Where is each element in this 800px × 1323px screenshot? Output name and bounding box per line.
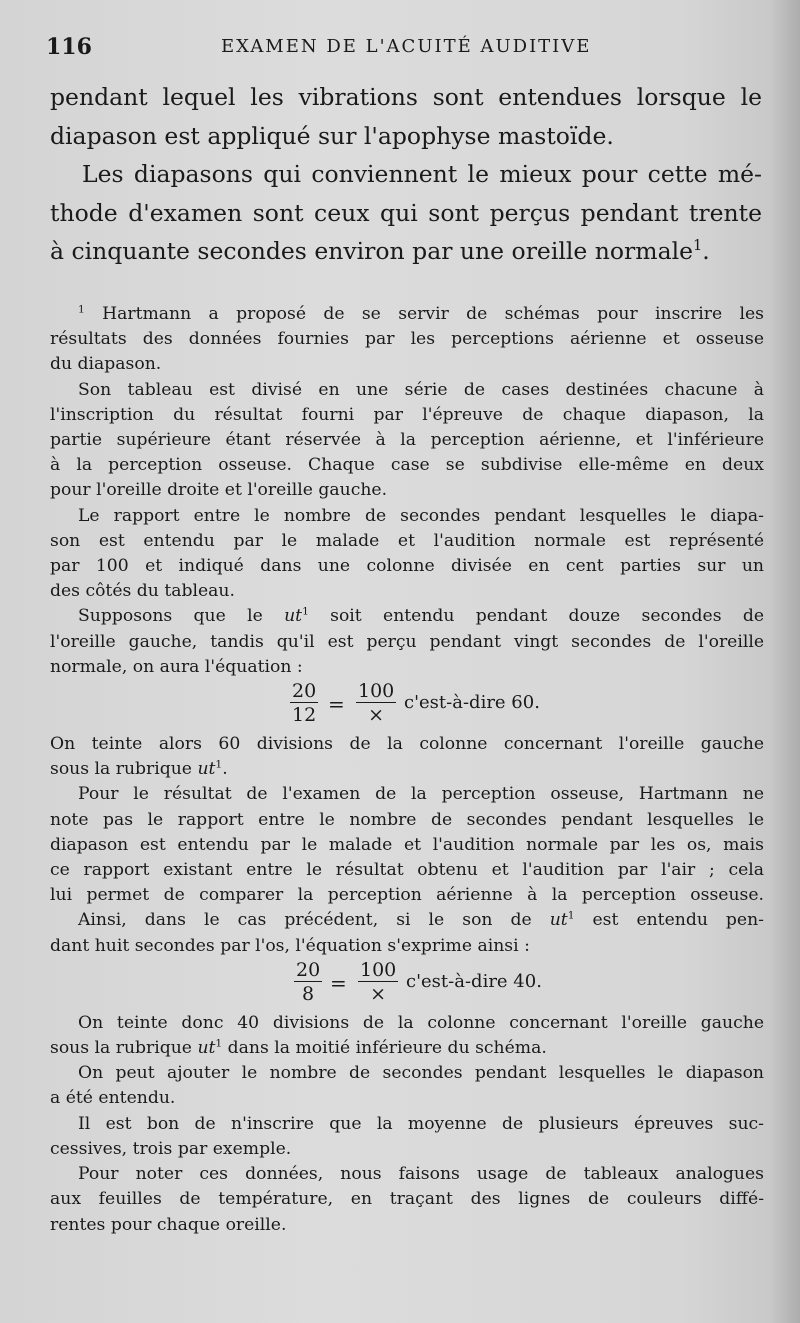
- text-line: l'inscription du résultat fourni par l'épreuve de chaque diapason, la: [50, 404, 764, 425]
- musical-note: ut: [284, 606, 303, 627]
- text-line: [50, 908, 764, 933]
- footnote-reference: 1: [693, 237, 703, 255]
- text-line: pendant lequel les vibrations sont entendues lorsque le: [50, 83, 762, 111]
- text-line: a été entendu.: [50, 1088, 176, 1109]
- text-line: On teinte alors 60 divisions de la colonne concernant l'oreille gauche: [50, 734, 764, 755]
- text-line: par 100 et indiqué dans une colonne divisée en cent parties sur un: [50, 556, 764, 577]
- text-line: On teinte donc 40 divisions de la colonne concernant l'oreille gauche: [78, 1012, 764, 1033]
- footnote-marker: 1: [78, 302, 85, 316]
- musical-note: ut: [197, 759, 216, 780]
- text-line: Son tableau est divisé en une série de cases destinées chacune à: [78, 379, 764, 400]
- text-line: diapason est appliqué sur l'apophyse mastoïde.: [50, 121, 614, 150]
- musical-note: ut: [549, 910, 568, 931]
- text-line: [50, 757, 764, 782]
- text-line: normale, on aura l'équation :: [50, 656, 303, 677]
- text-line: Il est bon de n'inscrire que la moyenne de plusieurs épreuves suc-: [78, 1113, 764, 1134]
- numerator: 100: [360, 958, 397, 981]
- text-line: partie supérieure étant réservée à la perception aérienne, et l'inférieure: [50, 430, 764, 451]
- fraction: [358, 959, 398, 1006]
- equation-1: [50, 680, 764, 732]
- numerator: 20: [292, 680, 317, 703]
- superscript: 1: [215, 1036, 223, 1050]
- text-line: rentes pour chaque oreille.: [50, 1214, 287, 1235]
- equals-sign: =: [328, 692, 345, 717]
- numerator: 20: [296, 958, 321, 981]
- text-line: [50, 604, 764, 629]
- superscript: 1: [302, 604, 309, 618]
- text-line: son est entendu par le malade et l'audition normale est représenté: [50, 530, 764, 551]
- text-line: l'oreille gauche, tandis qu'il est perçu pendant vingt secondes de l'oreille: [50, 631, 764, 652]
- text-line: [50, 232, 762, 271]
- text-line: pour l'oreille droite et l'oreille gauche.: [50, 480, 388, 501]
- text-line: Pour le résultat de l'examen de la perception osseuse, Hartmann ne: [78, 784, 764, 805]
- denominator: ×: [370, 982, 387, 1005]
- text-line: cessives, trois par exemple.: [50, 1138, 292, 1159]
- text-line: diapason est entendu par le malade et l'audition normale par les os, mais: [50, 834, 764, 855]
- main-text: [50, 78, 762, 271]
- denominator: 12: [292, 704, 317, 727]
- text-segment: .: [702, 237, 710, 265]
- fraction: [356, 680, 396, 727]
- text-segment: à cinquante secondes environ par une oreille normale: [50, 237, 694, 265]
- musical-note: ut: [197, 1038, 216, 1059]
- text-line: dant huit secondes par l'os, l'équation s'exprime ainsi :: [50, 935, 530, 956]
- text-line: aux feuilles de température, en traçant des lignes de couleurs diffé-: [50, 1189, 764, 1210]
- text-segment: .: [222, 759, 228, 780]
- numerator: 100: [358, 680, 395, 703]
- equation-result: c'est-à-dire 40.: [406, 970, 542, 992]
- fraction: [290, 680, 318, 727]
- text-line: [50, 1036, 764, 1061]
- text-line: du diapason.: [50, 354, 162, 375]
- text-line: lui permet de comparer la perception aérienne à la perception osseuse.: [50, 885, 764, 906]
- text-segment: Hartmann a proposé de se servir de schémas pour inscrire les: [102, 304, 764, 324]
- page-number: 116: [46, 34, 92, 60]
- equals-sign: =: [330, 970, 347, 995]
- text-line: Les diapasons qui conviennent le mieux pour cette mé-: [82, 160, 762, 188]
- text-segment: soit entendu pendant douze secondes de: [308, 606, 764, 627]
- denominator: ×: [368, 704, 385, 727]
- superscript: 1: [567, 908, 575, 922]
- text-segment: sous la rubrique: [50, 1038, 198, 1059]
- footnote: [50, 302, 764, 1238]
- equation-2: [50, 959, 764, 1011]
- text-segment: est entendu pen-: [574, 910, 764, 931]
- text-line: ce rapport existant entre le résultat obtenu et l'audition par l'air ; cela: [50, 860, 764, 881]
- text-line: [50, 302, 764, 327]
- running-title: EXAMEN DE L'ACUITÉ AUDITIVE: [221, 36, 592, 57]
- text-segment: sous la rubrique: [50, 759, 198, 780]
- text-line: résultats des données fournies par les perceptions aérienne et osseuse: [50, 329, 764, 350]
- text-line: note pas le rapport entre le nombre de secondes pendant lesquelles le: [50, 809, 764, 830]
- text-line: à la perception osseuse. Chaque case se subdivise elle-même en deux: [50, 455, 764, 476]
- text-line: des côtés du tableau.: [50, 581, 235, 602]
- text-line: thode d'examen sont ceux qui sont perçus pendant trente: [50, 198, 762, 227]
- superscript: 1: [215, 757, 223, 771]
- page-header: [46, 34, 746, 64]
- fraction: [294, 959, 322, 1006]
- text-segment: Supposons que le: [78, 606, 285, 627]
- text-segment: Ainsi, dans le cas précédent, si le son de: [78, 910, 550, 931]
- page-spine-shadow: [770, 0, 800, 1323]
- text-line: Le rapport entre le nombre de secondes pendant lesquelles le diapa-: [78, 505, 764, 526]
- text-segment: dans la moitié inférieure du schéma.: [222, 1038, 547, 1059]
- denominator: 8: [302, 982, 315, 1005]
- text-line: On peut ajouter le nombre de secondes pendant lesquelles le diapason: [78, 1063, 764, 1084]
- equation-result: c'est-à-dire 60.: [404, 692, 540, 714]
- text-line: Pour noter ces données, nous faisons usage de tableaux analogues: [78, 1164, 764, 1185]
